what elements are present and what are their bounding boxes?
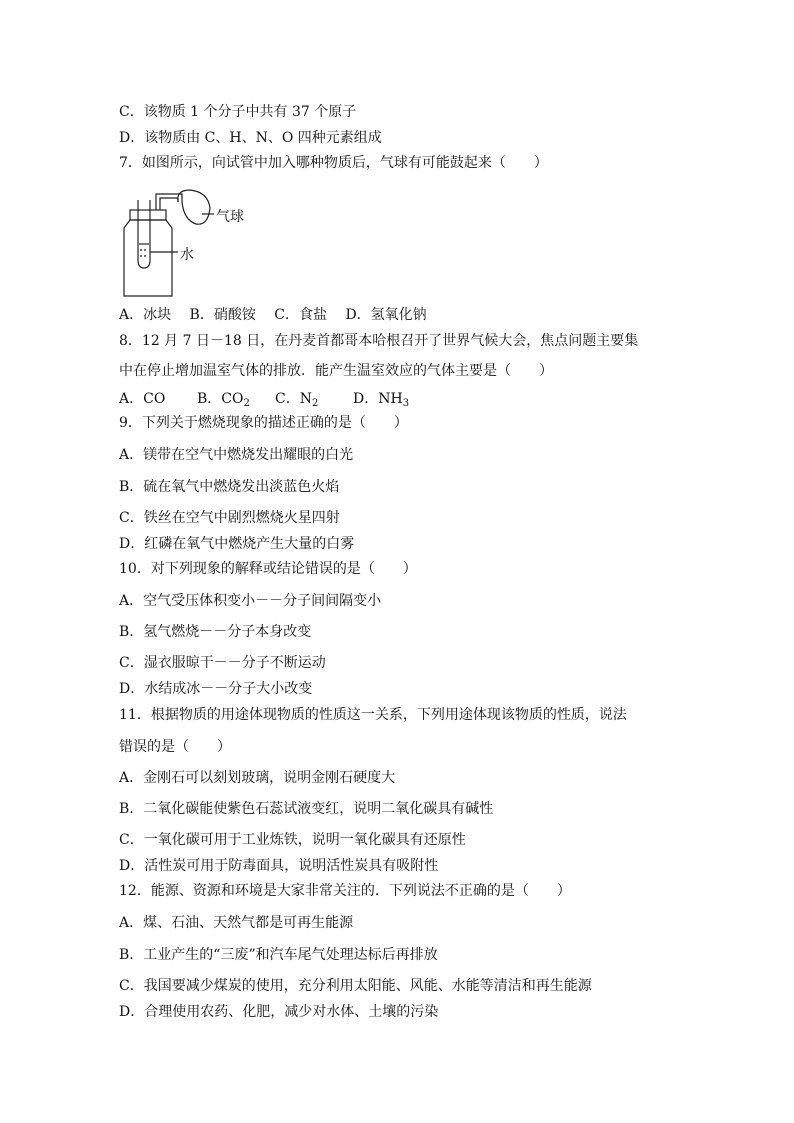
q8-option-c-sub: 2 <box>311 398 319 409</box>
q10-option-a: A．空气受压体积变小－－分子间间隔变小 <box>119 593 382 609</box>
q10-option-c: C．湿衣服晾干－－分子不断运动 <box>119 655 326 671</box>
q8-option-d-sub: 3 <box>402 398 410 409</box>
q8-option-c <box>275 390 353 413</box>
q6-option-d: D．该物质由 C、H、N、O 四种元素组成 <box>119 130 382 146</box>
q12-option-b: B．工业产生的“三废”和汽车尾气处理达标后再排放 <box>119 947 438 963</box>
question-11-line2: 错误的是（ ） <box>119 739 231 755</box>
question-9: 9．下列关于燃烧现象的描述正确的是（ ） <box>119 415 408 431</box>
question-11-line1: 11．根据物质的用途体现物质的性质这一关系，下列用途体现该物质的性质，说法 <box>119 707 627 723</box>
q7-options: A．冰块 B．硝酸铵 C．食盐 D．氢氧化钠 <box>119 307 427 323</box>
q8-option-b <box>197 390 275 413</box>
q12-option-c: C．我国要减少煤炭的使用，充分利用太阳能、风能、水能等清洁和再生能源 <box>119 978 592 994</box>
question-8-line2: 中在停止增加温室气体的排放．能产生温室效应的气体主要是（ ） <box>119 363 553 379</box>
q11-option-d: D．活性炭可用于防毒面具，说明活性炭具有吸附性 <box>119 858 439 874</box>
question-8-line1: 8．12 月 7 日－18 日，在丹麦首都哥本哈根召开了世界气候大会，焦点问题主要集 <box>119 333 639 349</box>
q11-option-c: C．一氧化碳可用于工业炼铁，说明一氧化碳具有还原性 <box>119 832 466 848</box>
q6-option-c: C．该物质 1 个分子中共有 37 个原子 <box>119 104 357 120</box>
question-12: 12．能源、资源和环境是大家非常关注的．下列说法不正确的是（ ） <box>119 883 571 899</box>
q8-options <box>119 390 409 413</box>
q9-option-b: B．硫在氧气中燃烧发出淡蓝色火焰 <box>119 479 340 495</box>
q8-option-d <box>353 390 409 413</box>
q8-option-a: A．CO <box>119 391 166 407</box>
q8-option-b-sub: 2 <box>243 398 250 409</box>
q10-option-d: D．水结成冰－－分子大小改变 <box>119 681 313 697</box>
apparatus-figure <box>116 188 256 304</box>
q12-option-a: A．煤、石油、天然气都是可再生能源 <box>119 915 354 931</box>
question-7: 7．如图所示，向试管中加入哪种物质后，气球有可能鼓起来（ ） <box>119 155 548 171</box>
q9-option-c: C．铁丝在空气中剧烈燃烧火星四射 <box>119 510 340 526</box>
water-label: 水 <box>180 247 194 263</box>
q8-option-c-text: C．N <box>275 391 312 407</box>
q11-option-a: A．金刚石可以刻划玻璃，说明金刚石硬度大 <box>119 770 396 786</box>
q9-option-a: A．镁带在空气中燃烧发出耀眼的白光 <box>119 447 354 463</box>
q11-option-b: B．二氧化碳能使紫色石蕊试液变红，说明二氧化碳具有碱性 <box>119 801 494 817</box>
question-10: 10．对下列现象的解释或结论错误的是（ ） <box>119 561 417 577</box>
q12-option-d: D．合理使用农药、化肥，减少对水体、土壤的污染 <box>119 1004 439 1020</box>
balloon-label: 气球 <box>216 209 244 225</box>
q8-option-b-text: B．CO <box>197 391 244 407</box>
q10-option-b: B．氢气燃烧－－分子本身改变 <box>119 624 312 640</box>
q9-option-d: D．红磷在氧气中燃烧产生大量的白雾 <box>119 536 355 552</box>
q8-option-d-text: D．NH <box>353 391 403 407</box>
